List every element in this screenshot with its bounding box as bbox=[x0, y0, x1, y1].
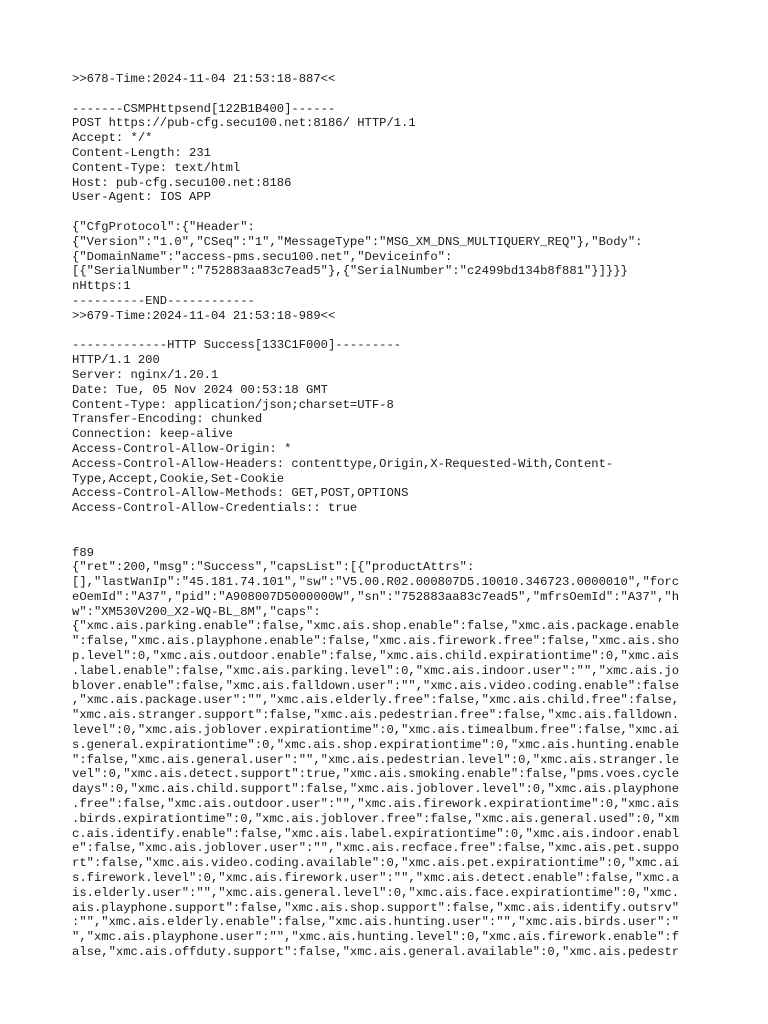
log-line: [{"SerialNumber":"752883aa83c7ead5"},{"SerialNumber":"c2499bd134b8f881"}]}}} bbox=[72, 264, 628, 279]
log-line: Content-Type: application/json;charset=UTF-8 bbox=[72, 397, 394, 412]
log-line: Server: nginx/1.20.1 bbox=[72, 367, 219, 382]
log-line: -------------HTTP Success[133C1F000]--------- bbox=[72, 338, 402, 353]
log-line: Host: pub-cfg.secu100.net:8186 bbox=[72, 175, 292, 190]
log-line: w":"XM530V200_X2-WQ-BL_8M","caps": bbox=[72, 604, 321, 619]
log-line bbox=[72, 205, 702, 220]
log-line: is.elderly.user":"","xmc.ais.general.level":0,"xmc.ais.face.expirationtime":0,"xmc. bbox=[72, 885, 680, 900]
log-line: {"ret":200,"msg":"Success","capsList":[{"productAttrs": bbox=[72, 560, 475, 575]
log-line: Access-Control-Allow-Credentials:: true bbox=[72, 501, 358, 516]
log-line: :"","xmc.ais.elderly.enable":false,"xmc.ais.hunting.user":"","xmc.ais.birds.user":" bbox=[72, 915, 680, 930]
log-line: [],"lastWanIp":"45.181.74.101","sw":"V5.00.R02.000807D5.10010.346723.0000010","forc bbox=[72, 575, 680, 590]
log-line: >>678-Time:2024-11-04 21:53:18-887<< bbox=[72, 72, 336, 86]
log-line: User-Agent: IOS APP bbox=[72, 190, 211, 205]
log-line bbox=[72, 87, 702, 102]
log-line: ":false,"xmc.ais.general.user":"","xmc.ais.pedestrian.level":0,"xmc.ais.stranger.le bbox=[72, 752, 680, 767]
log-line: Content-Length: 231 bbox=[72, 145, 211, 160]
log-line: blover.enable":false,"xmc.ais.falldown.user":"","xmc.ais.video.coding.enable":false bbox=[72, 678, 680, 693]
log-line: -------CSMPHttpsend[122B1B400]------ bbox=[72, 101, 336, 116]
log-line: f89 bbox=[72, 545, 94, 560]
log-line: ","xmc.ais.playphone.user":"","xmc.ais.hunting.level":0,"xmc.ais.firework.enable":f bbox=[72, 930, 680, 945]
log-line: Access-Control-Allow-Origin: * bbox=[72, 441, 292, 456]
log-line bbox=[72, 516, 702, 531]
log-line: Access-Control-Allow-Headers: contenttype,Origin,X-Requested-With,Content- bbox=[72, 456, 614, 471]
log-line: POST https://pub-cfg.secu100.net:8186/ HTTP/1.1 bbox=[72, 116, 416, 131]
log-line: level":0,"xmc.ais.joblover.expirationtime":0,"xmc.ais.timealbum.free":false,"xmc.ai bbox=[72, 723, 680, 738]
log-line: HTTP/1.1 200 bbox=[72, 353, 160, 368]
log-line: e":false,"xmc.ais.joblover.user":"","xmc.ais.recface.free":false,"xmc.ais.pet.suppo bbox=[72, 841, 680, 856]
log-line: ais.playphone.support":false,"xmc.ais.shop.support":false,"xmc.ais.identify.outsrv" bbox=[72, 900, 680, 915]
log-line: vel":0,"xmc.ais.detect.support":true,"xmc.ais.smoking.enable":false,"pms.voes.cycle bbox=[72, 767, 680, 782]
log-line: .free":false,"xmc.ais.outdoor.user":"","xmc.ais.firework.expirationtime":0,"xmc.ais bbox=[72, 797, 680, 812]
log-line: ----------END------------ bbox=[72, 293, 255, 308]
log-line bbox=[72, 531, 702, 546]
log-line: ":false,"xmc.ais.playphone.enable":false,"xmc.ais.firework.free":false,"xmc.ais.sho bbox=[72, 634, 680, 649]
log-line: Date: Tue, 05 Nov 2024 00:53:18 GMT bbox=[72, 382, 328, 397]
log-line: Access-Control-Allow-Methods: GET,POST,OPTIONS bbox=[72, 486, 409, 501]
log-line: Accept: */* bbox=[72, 131, 153, 146]
log-line: Type,Accept,Cookie,Set-Cookie bbox=[72, 471, 285, 486]
log-text-block bbox=[72, 72, 702, 960]
log-line: {"Version":"1.0","CSeq":"1","MessageType":"MSG_XM_DNS_MULTIQUERY_REQ"},"Body": bbox=[72, 234, 643, 249]
log-line: s.general.expirationtime":0,"xmc.ais.shop.expirationtime":0,"xmc.ais.hunting.enable bbox=[72, 737, 680, 752]
log-line: eOemId":"A37","pid":"A908007D5000000W","sn":"752883aa83c7ead5","mfrsOemId":"A37","h bbox=[72, 589, 680, 604]
log-line: Transfer-Encoding: chunked bbox=[72, 412, 263, 427]
log-line: {"CfgProtocol":{"Header": bbox=[72, 219, 255, 234]
log-line: s.firework.level":0,"xmc.ais.firework.user":"","xmc.ais.detect.enable":false,"xmc.a bbox=[72, 871, 680, 886]
log-line: nHttps:1 bbox=[72, 279, 131, 294]
log-line: c.ais.identify.enable":false,"xmc.ais.label.expirationtime":0,"xmc.ais.indoor.enabl bbox=[72, 826, 680, 841]
log-line: {"xmc.ais.parking.enable":false,"xmc.ais.shop.enable":false,"xmc.ais.package.enable bbox=[72, 619, 680, 634]
log-line: .birds.expirationtime":0,"xmc.ais.joblover.free":false,"xmc.ais.general.used":0,"xm bbox=[72, 811, 680, 826]
log-line: "xmc.ais.stranger.support":false,"xmc.ais.pedestrian.free":false,"xmc.ais.falldown. bbox=[72, 708, 680, 723]
log-line: .label.enable":false,"xmc.ais.parking.level":0,"xmc.ais.indoor.user":"","xmc.ais.jo bbox=[72, 663, 680, 678]
log-line bbox=[72, 324, 702, 339]
log-line: alse,"xmc.ais.offduty.support":false,"xmc.ais.general.available":0,"xmc.ais.pedestr bbox=[72, 945, 680, 960]
log-line: >>679-Time:2024-11-04 21:53:18-989<< bbox=[72, 308, 336, 323]
log-line: Content-Type: text/html bbox=[72, 160, 241, 175]
log-line: p.level":0,"xmc.ais.outdoor.enable":false,"xmc.ais.child.expirationtime":0,"xmc.ais bbox=[72, 649, 680, 664]
log-line: rt":false,"xmc.ais.video.coding.available":0,"xmc.ais.pet.expirationtime":0,"xmc.ai bbox=[72, 856, 680, 871]
log-line: ,"xmc.ais.package.user":"","xmc.ais.elderly.free":false,"xmc.ais.child.free":false, bbox=[72, 693, 680, 708]
log-line: Connection: keep-alive bbox=[72, 427, 233, 442]
log-line: days":0,"xmc.ais.child.support":false,"xmc.ais.joblover.level":0,"xmc.ais.playphone bbox=[72, 782, 680, 797]
log-line: {"DomainName":"access-pms.secu100.net","Deviceinfo": bbox=[72, 249, 453, 264]
